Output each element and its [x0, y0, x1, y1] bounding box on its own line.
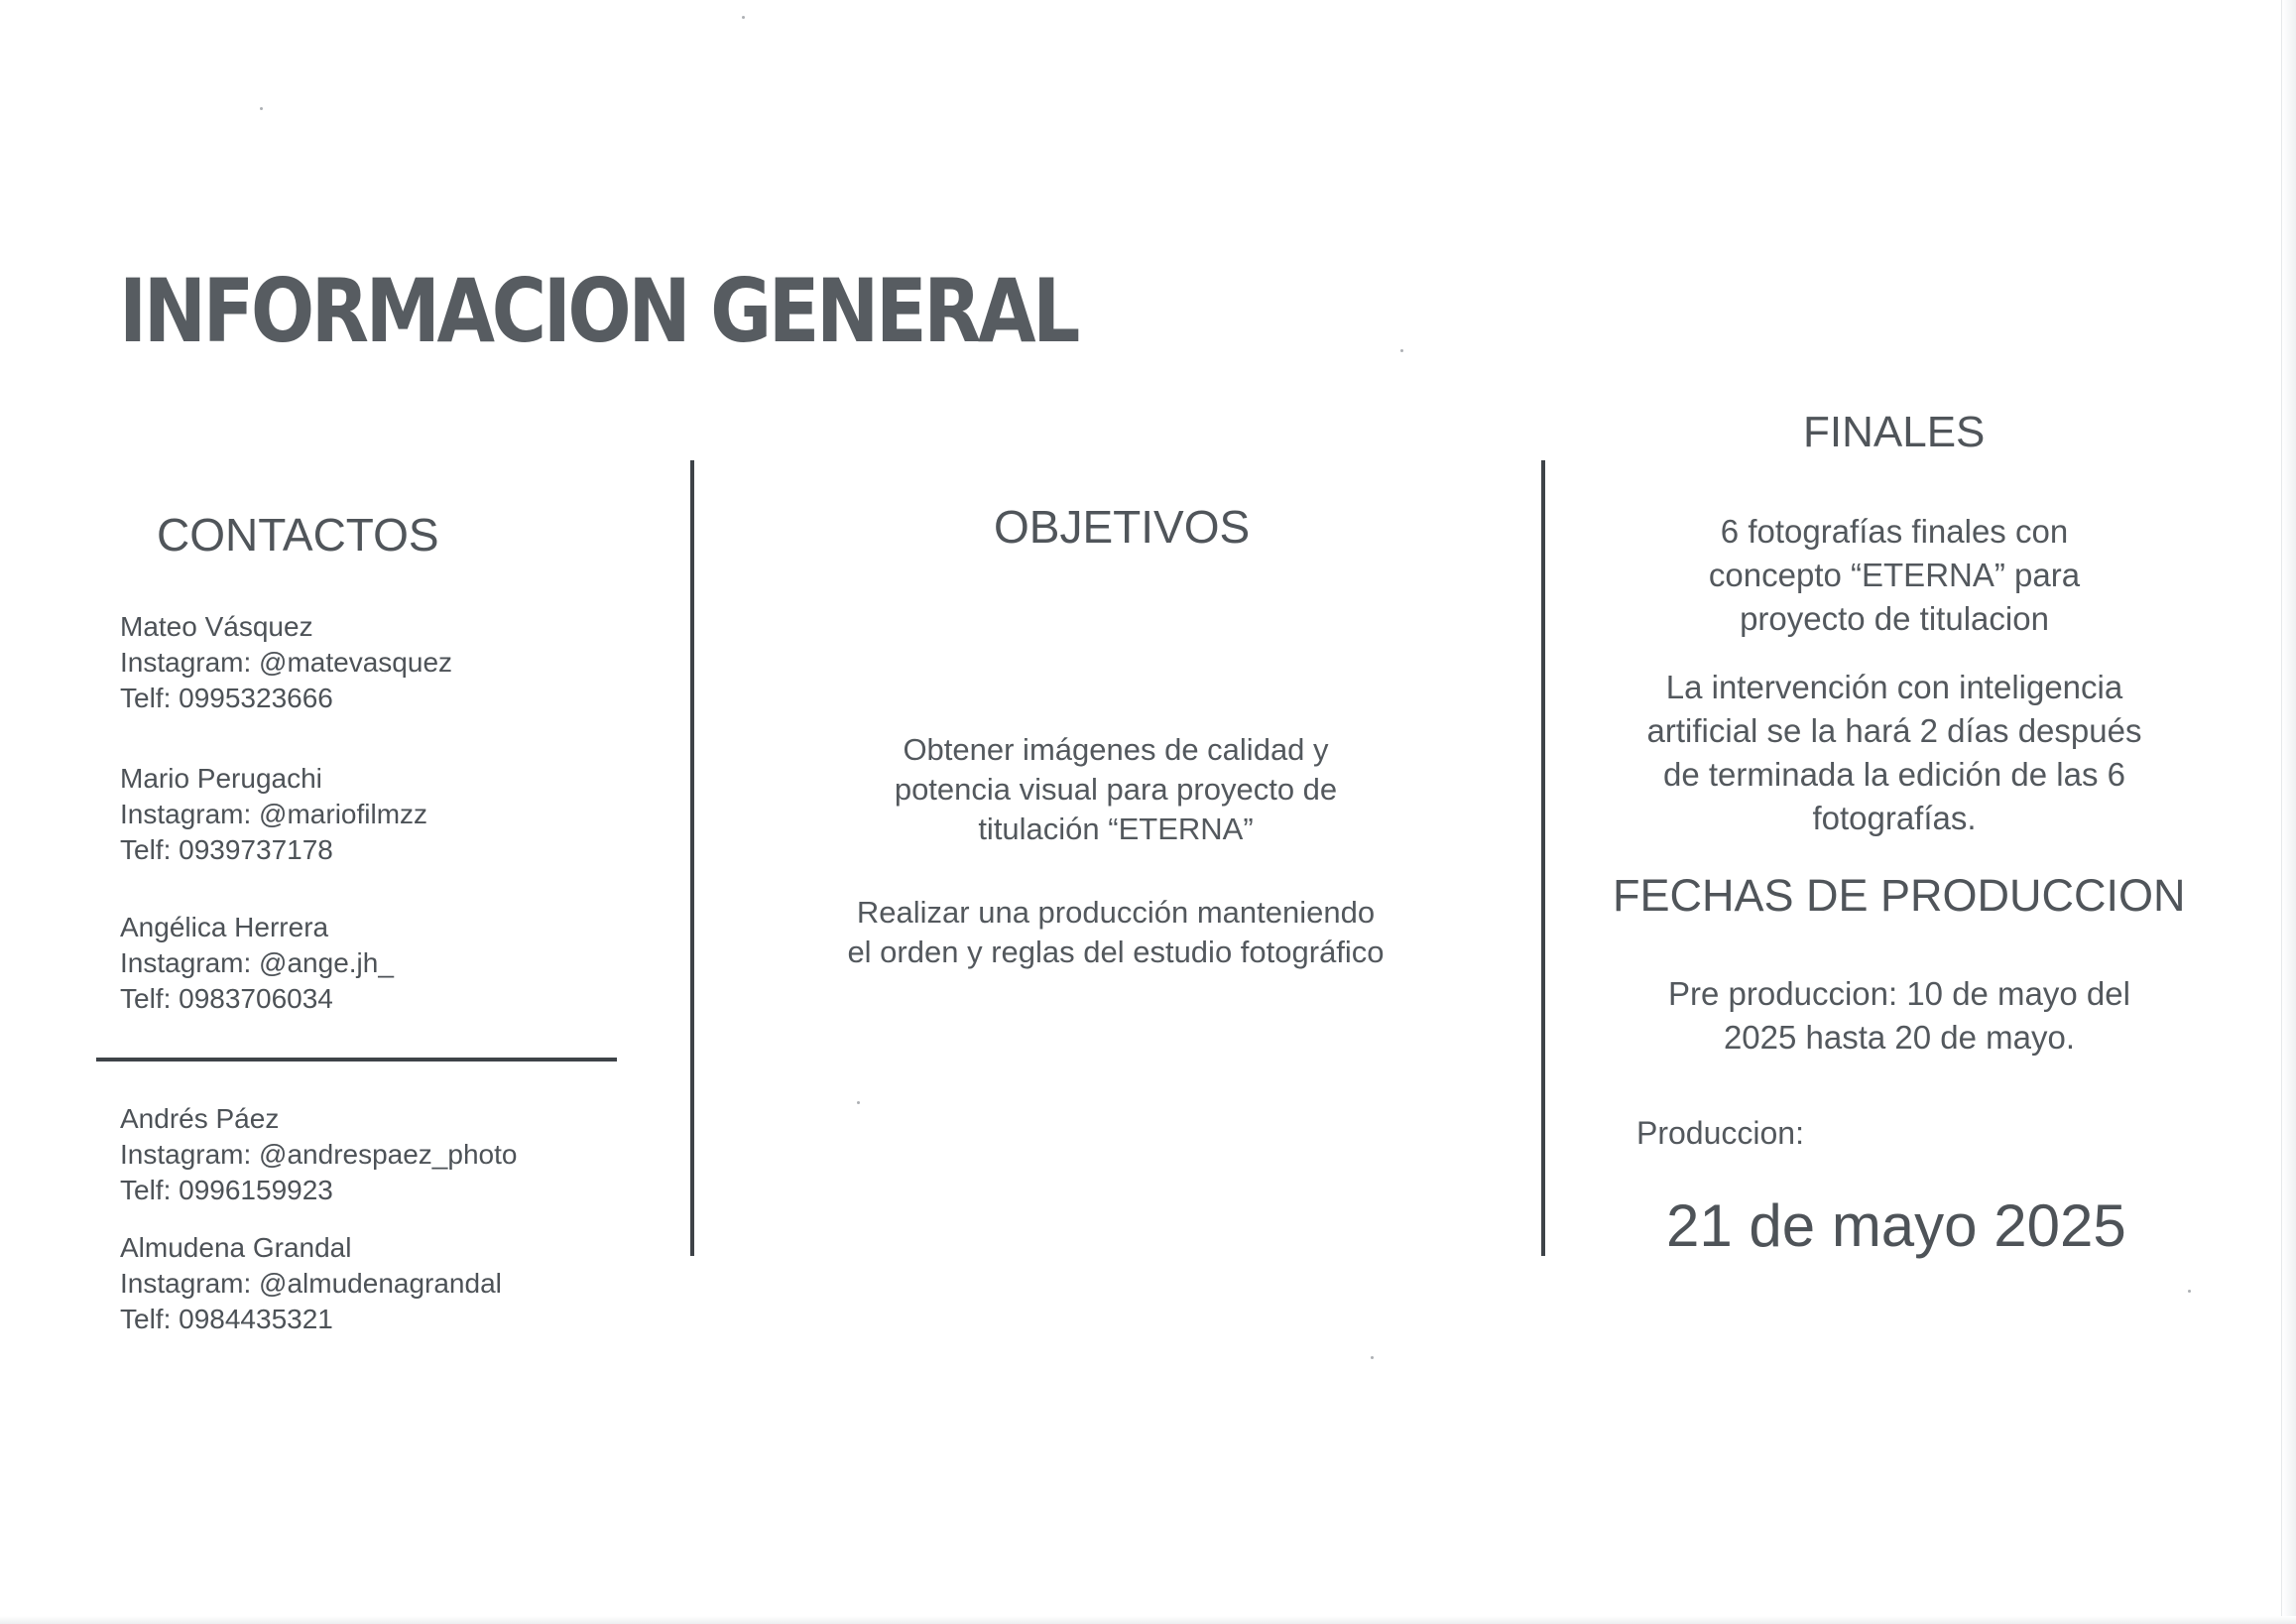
- contact-phone: Telf: 0983706034: [120, 983, 333, 1014]
- column-divider-left: [690, 460, 694, 1256]
- contact-phone: Telf: 0939737178: [120, 834, 333, 865]
- scan-edge-right: [2281, 0, 2296, 1624]
- scan-speck: [742, 16, 745, 19]
- contact-card: [120, 761, 427, 868]
- contact-instagram: Instagram: @mariofilmzz: [120, 799, 428, 829]
- contact-card: [120, 1101, 517, 1208]
- contact-phone: Telf: 0984435321: [120, 1304, 333, 1334]
- contact-card: [120, 609, 452, 716]
- scan-speck: [260, 107, 263, 110]
- page-title: INFORMACION GENERAL: [119, 260, 1077, 362]
- scan-speck: [1400, 349, 1403, 352]
- column-divider-right: [1541, 460, 1545, 1256]
- contact-name: Almudena Grandal: [120, 1232, 352, 1263]
- contactos-heading: CONTACTOS: [157, 509, 439, 561]
- contact-card: [120, 1230, 502, 1337]
- fechas-heading: FECHAS DE PRODUCCION: [1613, 870, 2186, 921]
- contact-card: [120, 910, 394, 1017]
- finales-heading: FINALES: [1803, 408, 1986, 456]
- contact-phone: Telf: 0996159923: [120, 1175, 333, 1205]
- contacts-divider: [96, 1058, 617, 1062]
- contact-name: Angélica Herrera: [120, 912, 329, 942]
- finales-paragraph: 6 fotografías finales con concepto “ETERNA” para proyecto de titulacion: [1708, 513, 2081, 637]
- produccion-date: 21 de mayo 2025: [1666, 1192, 2126, 1259]
- objetivo-item: Realizar una producción manteniendo el orden y reglas del estudio fotográfico: [847, 895, 1385, 969]
- contact-name: Mario Perugachi: [120, 763, 322, 794]
- finales-paragraph: La intervención con inteligencia artificial se la hará 2 días después de terminada la edición de las 6 fotografías.: [1646, 669, 2142, 836]
- objetivos-heading: OBJETIVOS: [994, 501, 1251, 553]
- contact-instagram: Instagram: @ange.jh_: [120, 947, 394, 978]
- produccion-label: Produccion:: [1636, 1115, 1804, 1151]
- scan-speck: [857, 1101, 860, 1104]
- pre-produccion-text: Pre produccion: 10 de mayo del 2025 hasta 20 de mayo.: [1668, 975, 2130, 1056]
- scan-speck: [1371, 1356, 1374, 1359]
- scan-speck: [2188, 1290, 2191, 1293]
- contact-phone: Telf: 0995323666: [120, 683, 333, 713]
- contact-instagram: Instagram: @andrespaez_photo: [120, 1139, 518, 1170]
- objetivo-item: Obtener imágenes de calidad y potencia visual para proyecto de titulación “ETERNA”: [894, 732, 1338, 846]
- contact-instagram: Instagram: @matevasquez: [120, 647, 453, 678]
- scan-edge-bottom: [0, 1616, 2296, 1624]
- contact-instagram: Instagram: @almudenagrandal: [120, 1268, 502, 1299]
- contact-name: Andrés Páez: [120, 1103, 280, 1134]
- contact-name: Mateo Vásquez: [120, 611, 313, 642]
